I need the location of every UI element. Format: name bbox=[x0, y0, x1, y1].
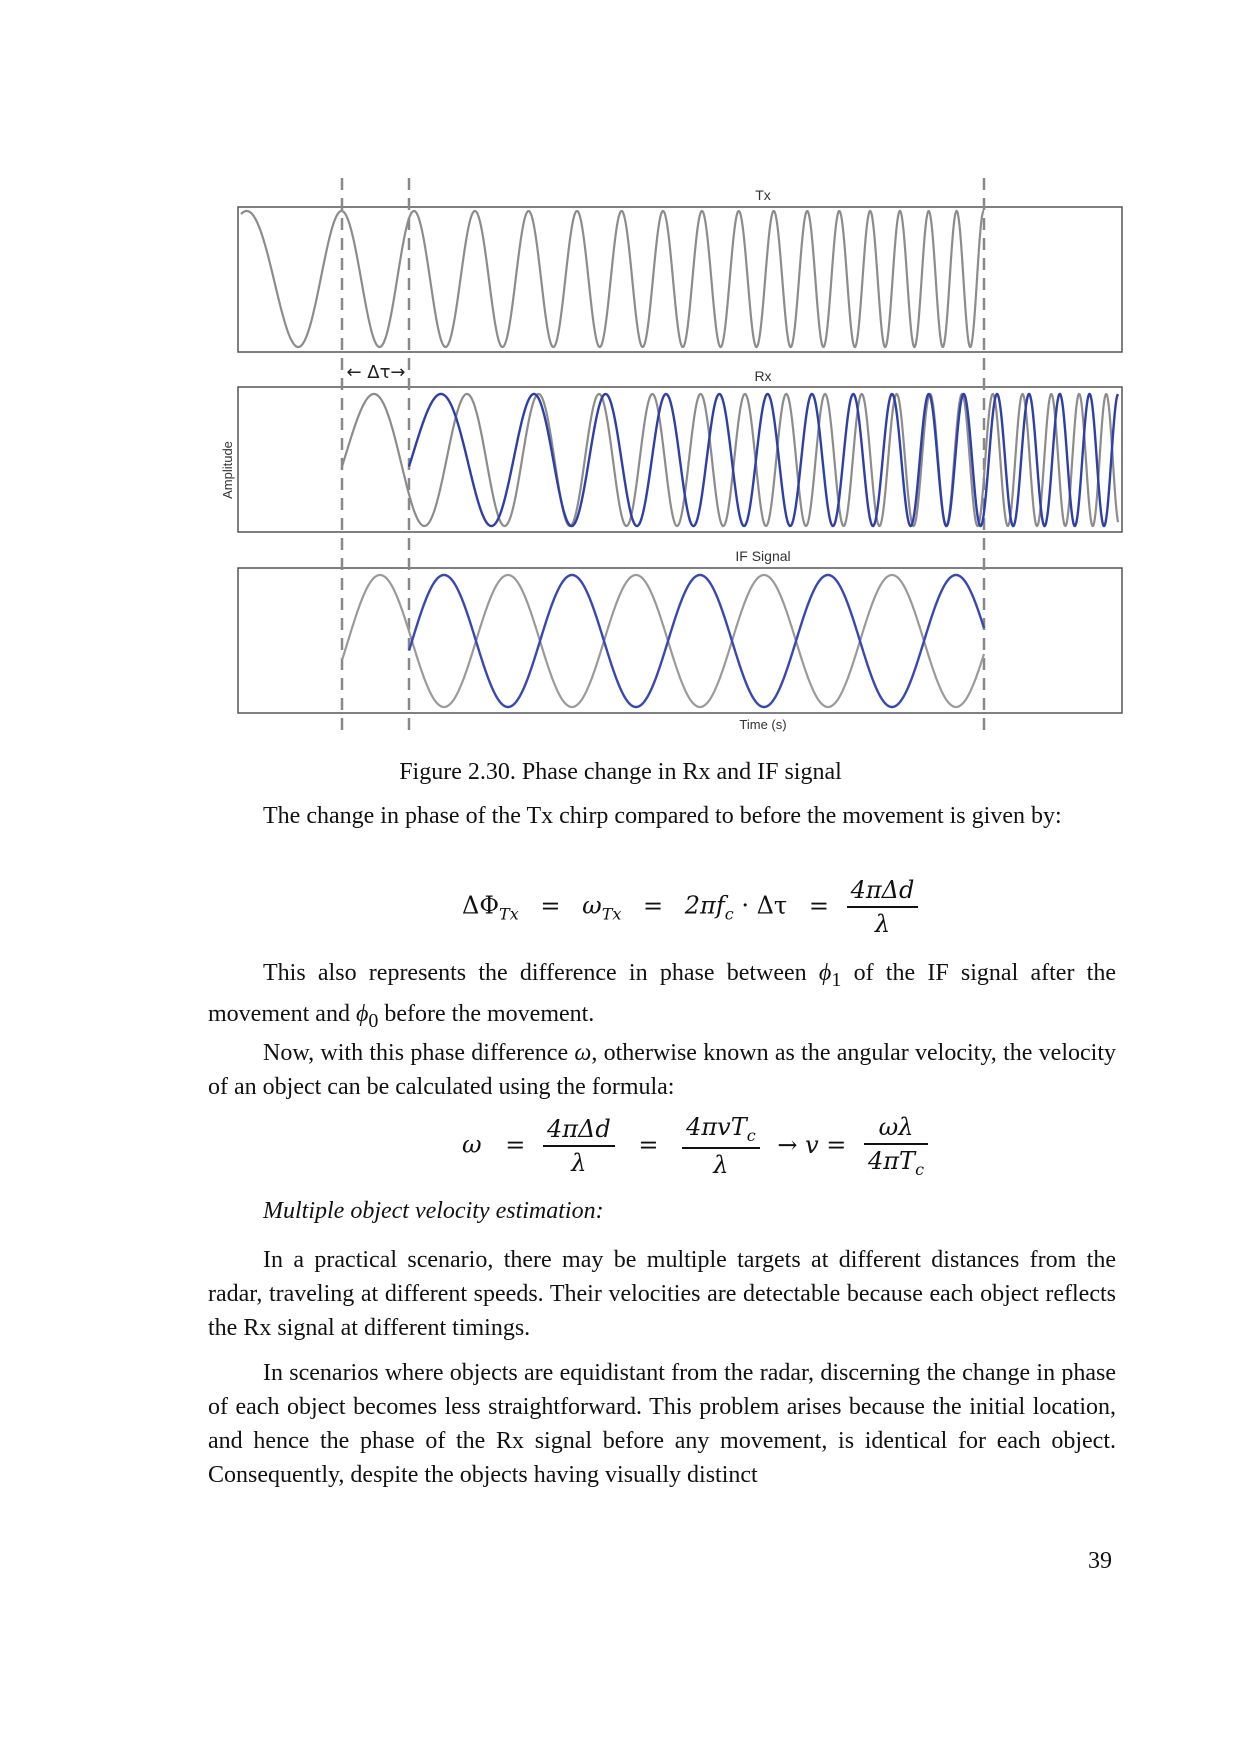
eq2-f2-denominator: λ bbox=[682, 1147, 760, 1179]
tx-chirp-line bbox=[241, 211, 984, 347]
eq2-fraction-1 bbox=[543, 1115, 615, 1177]
phi0-symbol: ϕ bbox=[355, 1000, 369, 1027]
equation-1 bbox=[462, 876, 922, 938]
paragraph-3 bbox=[208, 1036, 1116, 1104]
phi1-subscript: 1 bbox=[831, 968, 842, 991]
eq2-f1-denominator: λ bbox=[543, 1145, 615, 1177]
panel-title-if: IF Signal bbox=[735, 548, 791, 564]
eq2-eq2: = bbox=[638, 1130, 659, 1159]
eq2-fraction-2 bbox=[682, 1113, 760, 1179]
eq2-arrow: → v = bbox=[777, 1130, 847, 1159]
panel-title-tx: Tx bbox=[755, 187, 771, 203]
paragraph-4 bbox=[208, 1243, 1116, 1345]
paragraph-5-text: In scenarios where objects are equidistant from the radar, discerning the change in phase of each object becomes less straightforward. This problem arises because the initial location, and hence the phase of the Rx signal before any movement, is identical for each object. Consequently, despite the objects having visually distinct bbox=[208, 1360, 1116, 1488]
eq1-mid: 2πf bbox=[684, 891, 725, 920]
equation-2 bbox=[462, 1113, 932, 1179]
eq2-eq1: = bbox=[505, 1130, 526, 1159]
eq1-omega-sub: Tx bbox=[601, 904, 622, 924]
paragraph-2-a: This also represents the difference in phase between bbox=[263, 960, 819, 986]
if-before-line bbox=[342, 575, 984, 707]
eq1-numerator: 4πΔd bbox=[850, 876, 915, 904]
eq1-omega: ω bbox=[582, 891, 602, 920]
paragraph-3-a: Now, with this phase difference bbox=[263, 1040, 575, 1066]
eq1-denominator: λ bbox=[847, 906, 919, 938]
paragraph-3-b: , otherwise known as the angular velocity, the velocity of an object can be calculated using the formula: bbox=[208, 1040, 1116, 1100]
delta-tau-label: ← Δτ→ bbox=[346, 362, 406, 383]
page-number: 39 bbox=[1088, 1548, 1112, 1574]
panel-title-rx: Rx bbox=[754, 368, 772, 384]
eq2-f3-denominator-sub: c bbox=[915, 1160, 925, 1179]
y-axis-label: Amplitude bbox=[220, 441, 235, 499]
phase-change-figure bbox=[0, 0, 1241, 750]
eq1-fraction bbox=[847, 876, 919, 938]
phi1-symbol: ϕ bbox=[818, 960, 832, 986]
eq2-f2-numerator-sub: c bbox=[746, 1126, 756, 1145]
phi0-subscript: 0 bbox=[368, 1009, 379, 1032]
eq1-eq2: = bbox=[643, 891, 664, 920]
section-heading: Multiple object velocity estimation: bbox=[263, 1198, 604, 1224]
omega-symbol: ω bbox=[574, 1040, 592, 1066]
paragraph-2 bbox=[208, 956, 1116, 1038]
eq2-f1-numerator: 4πΔd bbox=[546, 1115, 611, 1143]
figure-caption: Figure 2.30. Phase change in Rx and IF signal bbox=[399, 759, 842, 785]
paragraph-1-text: The change in phase of the Tx chirp compared to before the movement is given by: bbox=[263, 803, 1062, 829]
if-panel-frame bbox=[238, 568, 1122, 713]
paragraph-2-c: before the movement. bbox=[378, 1000, 595, 1027]
paragraph-1 bbox=[208, 799, 1116, 833]
eq2-lhs: ω bbox=[462, 1130, 482, 1159]
paragraph-2-b: of the IF signal after the movement and bbox=[208, 960, 1116, 1027]
eq1-mid-rest: · Δτ bbox=[733, 891, 788, 920]
paragraph-4-text: In a practical scenario, there may be multiple targets at different distances from the radar, traveling at different speeds. Their velocities are detectable because each object reflects the Rx signal at different timings. bbox=[208, 1247, 1116, 1341]
eq1-lhs: ΔΦ bbox=[462, 891, 500, 920]
eq2-fraction-3 bbox=[864, 1113, 928, 1179]
if-after-line bbox=[409, 575, 984, 707]
x-axis-label: Time (s) bbox=[739, 717, 787, 732]
paragraph-5 bbox=[208, 1356, 1116, 1492]
eq2-f3-denominator: 4πT bbox=[868, 1147, 916, 1175]
eq1-eq3: = bbox=[808, 891, 829, 920]
eq1-mid-sub: c bbox=[724, 904, 734, 924]
eq1-lhs-sub: Tx bbox=[499, 904, 519, 924]
eq2-f2-numerator: 4πvT bbox=[686, 1113, 747, 1141]
eq1-eq1: = bbox=[540, 891, 561, 920]
eq2-f3-numerator: ωλ bbox=[878, 1113, 914, 1141]
